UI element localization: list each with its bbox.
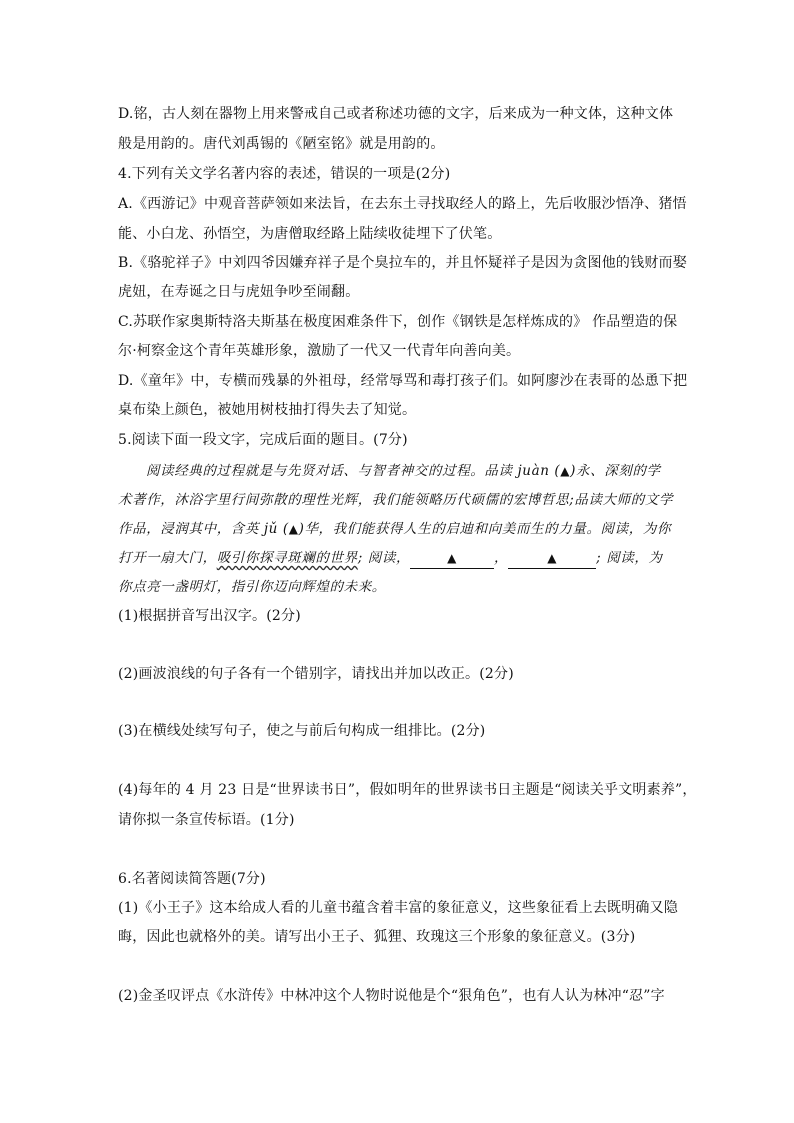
question-5-sub-2: (2)画波浪线的句子各有一个错别字，请找出并加以改正。(2分) xyxy=(118,666,514,682)
passage-line-3 xyxy=(118,519,671,539)
passage-text: )永、深刻的学 xyxy=(570,463,661,479)
passage-text: ; 阅读， xyxy=(357,550,411,566)
question-5-sub-4-line-2: 请你拟一条宣传标语。(1分) xyxy=(118,812,295,828)
question-6-title: 6.名著阅读简答题(7分) xyxy=(118,871,266,887)
wavy-underlined-sentence: 吸引你探寻斑斓的世界 xyxy=(216,550,358,566)
option-d-line-1: D.铭，古人刻在器物上用来警戒自己或者称述功德的文字，后来成为一种文体，这种文体 xyxy=(118,106,674,122)
question-6-sub-1-line-2: 晦，因此也就格外的美。请写出小王子、狐狸、玫瑰这三个形象的象征意义。(3分) xyxy=(118,929,636,945)
triangle-placeholder: ▲ xyxy=(288,522,299,536)
question-4-option-d-line-1: D.《童年》中，专横而残暴的外祖母，经常辱骂和毒打孩子们。如阿廖沙在表哥的怂恿下把 xyxy=(118,373,688,389)
triangle-placeholder: ▲ xyxy=(447,551,457,565)
triangle-placeholder: ▲ xyxy=(560,464,571,478)
question-4-option-a-line-2: 能、小白龙、孙悟空，为唐僧取经路上陆续收徒埋下了伏笔。 xyxy=(118,226,502,242)
question-5-sub-3: (3)在横线处续写句子，使之与前后句构成一组排比。(2分) xyxy=(118,723,486,739)
question-6-sub-2-line-1: (2)金圣叹评点《水浒传》中林冲这个人物时说他是个“狠角色”，也有人认为林冲“忍”字 xyxy=(118,988,665,1004)
passage-text: ， xyxy=(494,550,509,566)
passage-line-1 xyxy=(146,461,661,481)
question-6-sub-1-line-1: (1)《小王子》这本给成人看的儿童书蕴含着丰富的象征意义，这些象征看上去既明确又隐 xyxy=(118,900,679,916)
triangle-placeholder: ▲ xyxy=(547,551,558,565)
passage-text: 阅读经典的过程就是与先贤对话、与智者神交的过程。品读 juàn ( xyxy=(146,463,561,479)
passage-text: ; 阅读，为 xyxy=(596,550,663,566)
passage-text: )华，我们能获得人生的启迪和向美而生的力量。阅读，为你 xyxy=(298,521,672,537)
question-4-option-a-line-1: A.《西游记》中观音菩萨领如来法旨，在去东土寻找取经人的路上，先后收服沙悟净、猪悟 xyxy=(118,196,687,212)
passage-line-4 xyxy=(118,548,663,569)
question-4-title: 4.下列有关文学名著内容的表述，错误的一项是(2分) xyxy=(118,166,451,182)
question-4-option-b-line-1: B.《骆驼祥子》中刘四爷因嫌弃祥子是个臭拉车的，并且怀疑祥子是因为贪图他的钱财而娶 xyxy=(118,255,687,271)
passage-text: 作品，浸润其中，含英 jǔ ( xyxy=(118,521,289,537)
question-5-sub-4-line-1: (4)每年的 4 月 23 日是“世界读书日”，假如明年的世界读书日主题是“阅读关乎文明素养”， xyxy=(118,782,697,798)
question-4-option-b-line-2: 虎妞，在寿诞之日与虎妞争吵至闹翻。 xyxy=(118,284,360,300)
option-d-line-2: 般是用韵的。唐代刘禹锡的《陋室铭》就是用韵的。 xyxy=(118,136,445,152)
question-4-option-c-line-1: C.苏联作家奥斯特洛夫斯基在极度困难条件下，创作《钢铁是怎样炼成的》 作品塑造的保 xyxy=(118,314,678,330)
answer-blank-2[interactable] xyxy=(508,548,596,569)
passage-text: 打开一扇大门， xyxy=(118,550,217,566)
question-5-title: 5.阅读下面一段文字，完成后面的题目。(7分) xyxy=(118,432,408,448)
question-4-option-d-line-2: 桌布染上颜色，被她用树枝抽打得失去了知觉。 xyxy=(118,402,417,418)
passage-line-2: 术著作，沐浴字里行间弥散的理性光辉，我们能领略历代硕儒的宏博哲思;品读大师的文学 xyxy=(118,492,674,508)
answer-blank-1[interactable] xyxy=(410,548,494,569)
question-5-sub-1: (1)根据拼音写出汉字。(2分) xyxy=(118,608,301,624)
question-4-option-c-line-2: 尔·柯察金这个青年英雄形象，激励了一代又一代青年向善向美。 xyxy=(118,343,521,359)
passage-line-5: 你点亮一盏明灯，指引你迈向辉煌的未来。 xyxy=(118,579,386,595)
